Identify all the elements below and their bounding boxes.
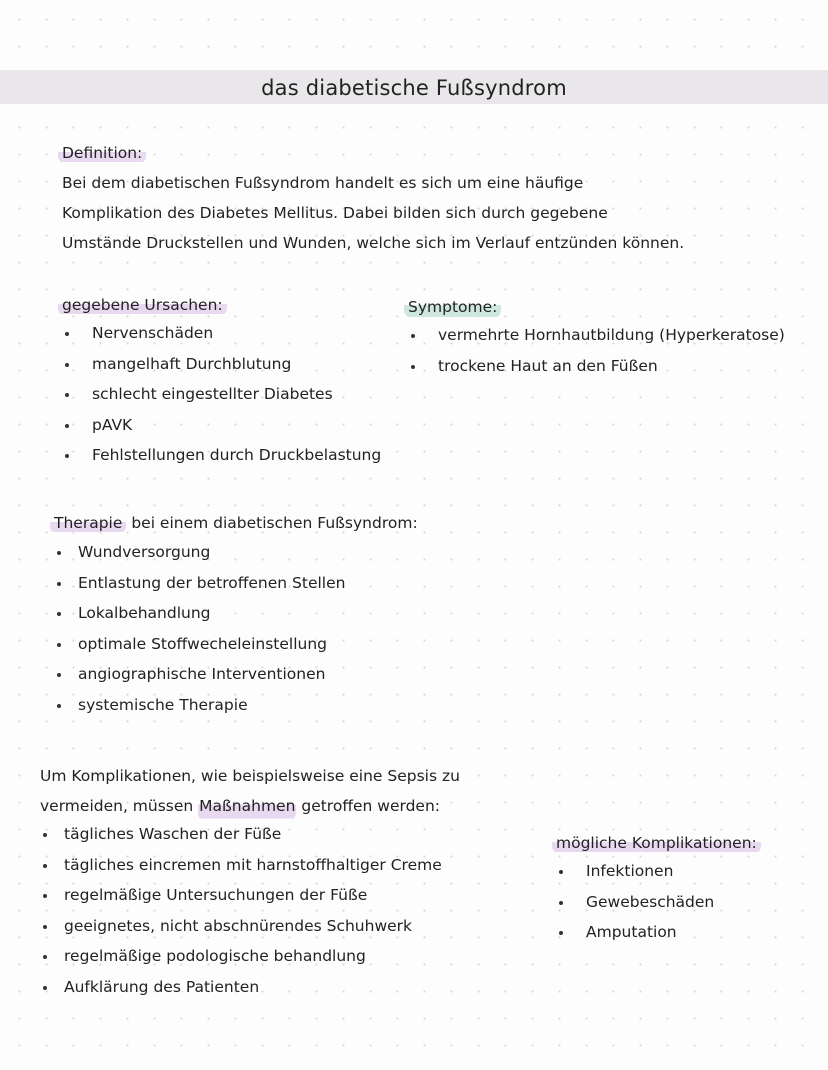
list-item: angiographische Interventionen (54, 659, 418, 690)
list-item: regelmäßige podologische behandlung (40, 941, 460, 972)
definition-line-1: Bei dem diabetischen Fußsyndrom handelt es sich um eine häufige (62, 174, 584, 192)
definition-line-2: Komplikation des Diabetes Mellitus. Dabei bilden sich durch gegebene (62, 204, 608, 222)
list-item: schlecht eingestellter Diabetes (62, 379, 381, 410)
list-item: Fehlstellungen durch Druckbelastung (62, 440, 381, 471)
list-item: tägliches eincremen mit harnstoffhaltiger Creme (40, 850, 460, 881)
therapie-heading (54, 512, 418, 534)
symptome-section (408, 296, 785, 381)
symptome-list (408, 320, 785, 381)
list-item: Nervenschäden (62, 318, 381, 349)
list-item: vermehrte Hornhautbildung (Hyperkeratose) (408, 320, 785, 351)
list-item: pAVK (62, 410, 381, 441)
list-item: Aufklärung des Patienten (40, 972, 460, 1003)
massnahmen-line-2 (40, 791, 460, 821)
list-item: mangelhaft Durchblutung (62, 349, 381, 380)
list-item: geeignetes, nicht abschnürendes Schuhwerk (40, 911, 460, 942)
list-item: Wundversorgung (54, 537, 418, 568)
therapie-heading-rest: bei einem diabetischen Fußsyndrom: (126, 514, 418, 532)
list-item: Infektionen (556, 856, 761, 887)
list-item: regelmäßige Untersuchungen der Füße (40, 880, 460, 911)
definition-section (62, 142, 684, 258)
list-item: Amputation (556, 917, 761, 948)
ursachen-section (62, 294, 381, 471)
massnahmen-line-1: Um Komplikationen, wie beispielsweise eine Sepsis zu (40, 767, 460, 785)
definition-heading: Definition: (58, 142, 146, 164)
ursachen-list (62, 318, 381, 471)
komplikationen-section (556, 832, 761, 948)
massnahmen-section (40, 761, 460, 1003)
list-item: trockene Haut an den Füßen (408, 351, 785, 382)
massnahmen-line-2-before: vermeiden, müssen (40, 797, 199, 815)
therapie-heading-highlight: Therapie (50, 512, 126, 534)
list-item: optimale Stoffwecheleinstellung (54, 629, 418, 660)
list-item: Lokalbehandlung (54, 598, 418, 629)
list-item: tägliches Waschen der Füße (40, 819, 460, 850)
list-item: systemische Therapie (54, 690, 418, 721)
list-item: Entlastung der betroffenen Stellen (54, 568, 418, 599)
therapie-list (54, 537, 418, 721)
komplikationen-list (556, 856, 761, 948)
massnahmen-list (40, 819, 460, 1003)
massnahmen-highlight: Maßnahmen (198, 791, 296, 821)
page-title: das diabetische Fußsyndrom (261, 76, 567, 100)
list-item: Gewebeschäden (556, 887, 761, 918)
therapie-section (54, 512, 418, 721)
ursachen-heading: gegebene Ursachen: (58, 294, 227, 316)
massnahmen-line-2-after: getroffen werden: (296, 797, 441, 815)
symptome-heading: Symptome: (404, 296, 501, 318)
definition-line-3: Umstände Druckstellen und Wunden, welche sich im Verlauf entzünden können. (62, 234, 685, 252)
komplikationen-heading: mögliche Komplikationen: (552, 832, 761, 854)
